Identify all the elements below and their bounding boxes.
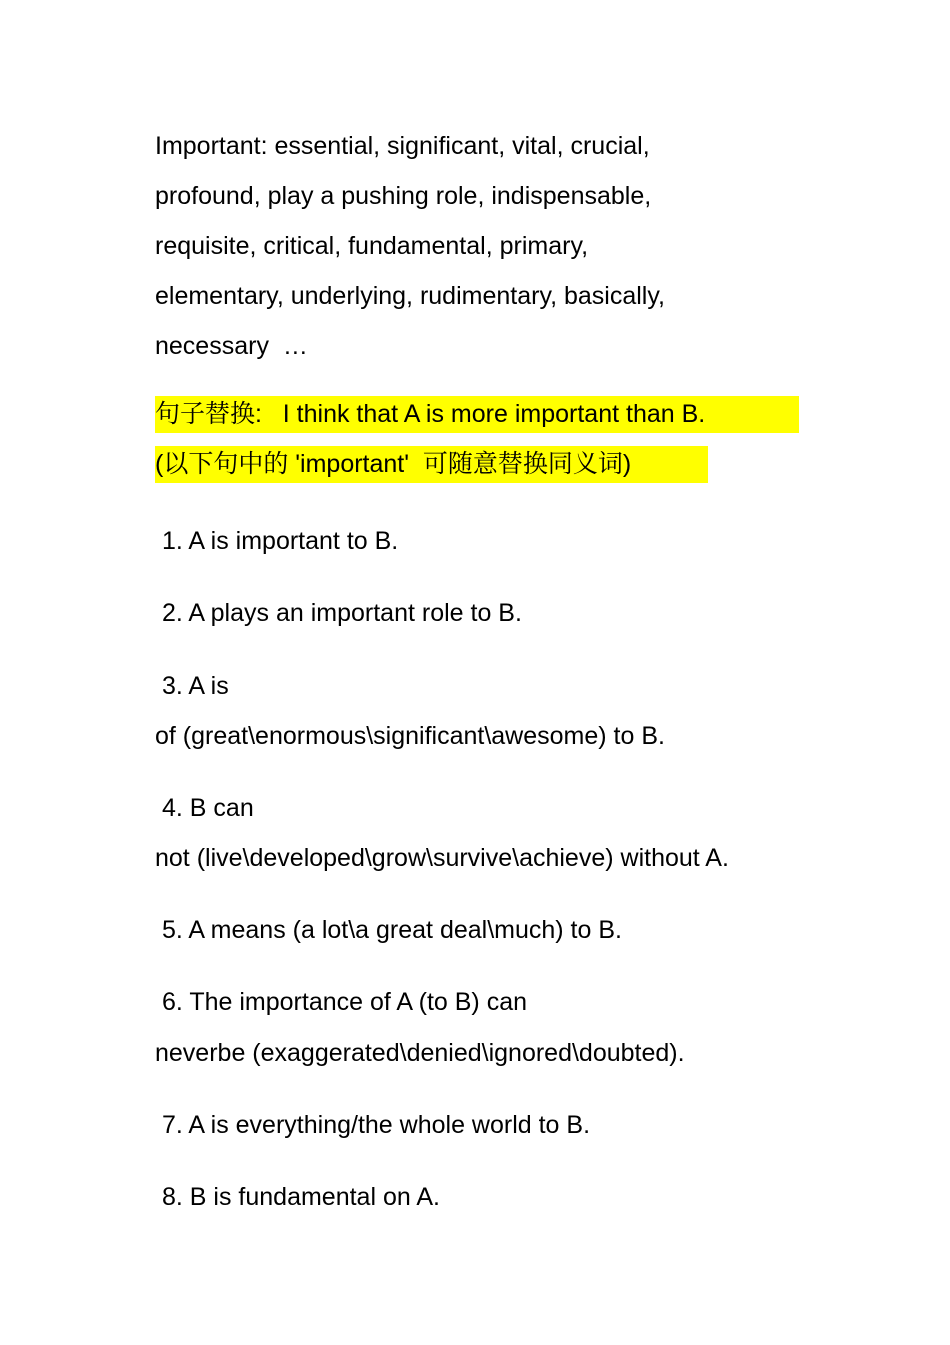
synonym-line: elementary, underlying, rudimentary, basically, <box>155 282 665 310</box>
synonym-line: Important: essential, significant, vital, crucial, <box>155 132 650 160</box>
list-item: 8. B is fundamental on A. <box>162 1183 440 1211</box>
list-item: 4. B can <box>162 794 254 822</box>
list-item-continuation: not (live\developed\grow\survive\achieve) without A. <box>155 844 729 872</box>
highlighted-line: 句子替换: I think that A is more important than B. <box>155 396 799 433</box>
highlighted-note: (以下句中的 'important' 可随意替换同义词) <box>155 446 708 483</box>
synonym-line: profound, play a pushing role, indispensable, <box>155 182 652 210</box>
list-item: 5. A means (a lot\a great deal\much) to B. <box>162 916 622 944</box>
list-item: 7. A is everything/the whole world to B. <box>162 1111 591 1139</box>
list-item: 3. A is <box>162 672 229 700</box>
synonym-line: requisite, critical, fundamental, primary, <box>155 232 589 260</box>
synonym-line: necessary … <box>155 332 308 360</box>
list-item: 6. The importance of A (to B) can <box>162 988 528 1016</box>
list-item: 2. A plays an important role to B. <box>162 599 522 627</box>
list-item: 1. A is important to B. <box>162 527 399 555</box>
list-item-continuation: neverbe (exaggerated\denied\ignored\doubted). <box>155 1039 685 1067</box>
list-item-continuation: of (great\enormous\significant\awesome) to B. <box>155 722 665 750</box>
